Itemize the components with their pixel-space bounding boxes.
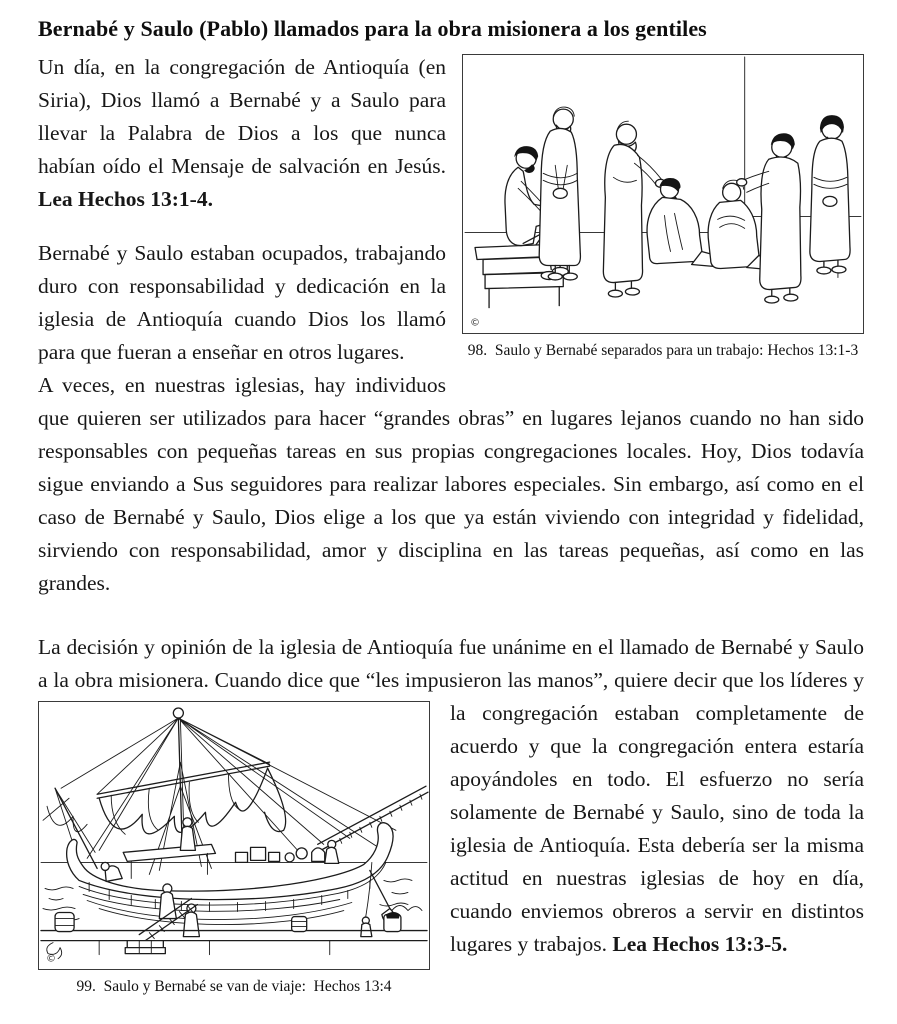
paragraph-3-text: A veces, en nuestras iglesias, hay individuos que quieren ser utilizados para hacer “grandes obras” en lugares lejanos cuando no han sido responsables con pequeñas tareas en sus propias congregaciones locales. Hoy, Dios todavía sigue enviando a Sus seguidores para realizar labores especiales. Sin embargo, así como en el caso de Bernabé y Saulo, Dios elige a los que ya están viviendo con integridad y fidelidad, sirviendo con responsabilidad, amor y disciplina en las tareas pequeñas, así como en las grandes. [38, 373, 864, 595]
figure-98-caption: 98. Saulo y Bernabé separados para un trabajo: Hechos 13:1-3 [467, 341, 859, 359]
document-body [38, 51, 864, 995]
figure-98 [462, 54, 864, 360]
figure-99 [38, 701, 430, 996]
paragraph-1-text: Un día, en la congregación de Antioquía (en Siria), Dios llamó a Bernabé y a Saulo para llevar la Palabra de Dios a los que nunca habían oído el Mensaje de salvación en Jesús. [38, 55, 446, 178]
scripture-ref-1: Lea Hechos 13:1-4. [38, 187, 213, 211]
figure-98-frame [462, 54, 864, 334]
figure-99-frame [38, 701, 430, 970]
ship-illustration [39, 702, 429, 969]
paragraph-4 [38, 631, 864, 995]
copyright-mark: © [46, 953, 57, 965]
paragraph-4-rest: las manos”, quiere decir que los líderes y la congregación estaban completamente de acuerdo y que la congregación entera estaría apoyándoles en todo. El esfuerzo no sería solamente de Bernabé y Saulo, sino de toda la iglesia de Antioquía. Esta debería ser la misma actitud en nuestras iglesias de hoy en día, cuando enviemos obreros a servir en distintos lugares y trabajos. [450, 668, 864, 956]
paragraph-4-intro: La decisión y opinión de la iglesia de Antioquía fue unánime en el llamado de Bernabé y Saulo a la obra misionera. Cuando dice que “les impusieron [38, 635, 864, 692]
paragraph-2-text: Bernabé y Saulo estaban ocupados, trabajando duro con responsabilidad y dedicación en la iglesia de Antioquía cuando Dios los llamó para que fueran a enseñar en otros lugares. [38, 241, 446, 364]
laying-on-hands-illustration [463, 55, 863, 333]
copyright-mark: © [470, 317, 481, 329]
paragraph-3 [38, 369, 864, 600]
figure-99-caption: 99. Saulo y Bernabé se van de viaje: Hechos 13:4 [76, 977, 392, 995]
scripture-ref-2: Lea Hechos 13:3-5. [612, 932, 788, 956]
page-title: Bernabé y Saulo (Pablo) llamados para la obra misionera a los gentiles [38, 16, 707, 41]
